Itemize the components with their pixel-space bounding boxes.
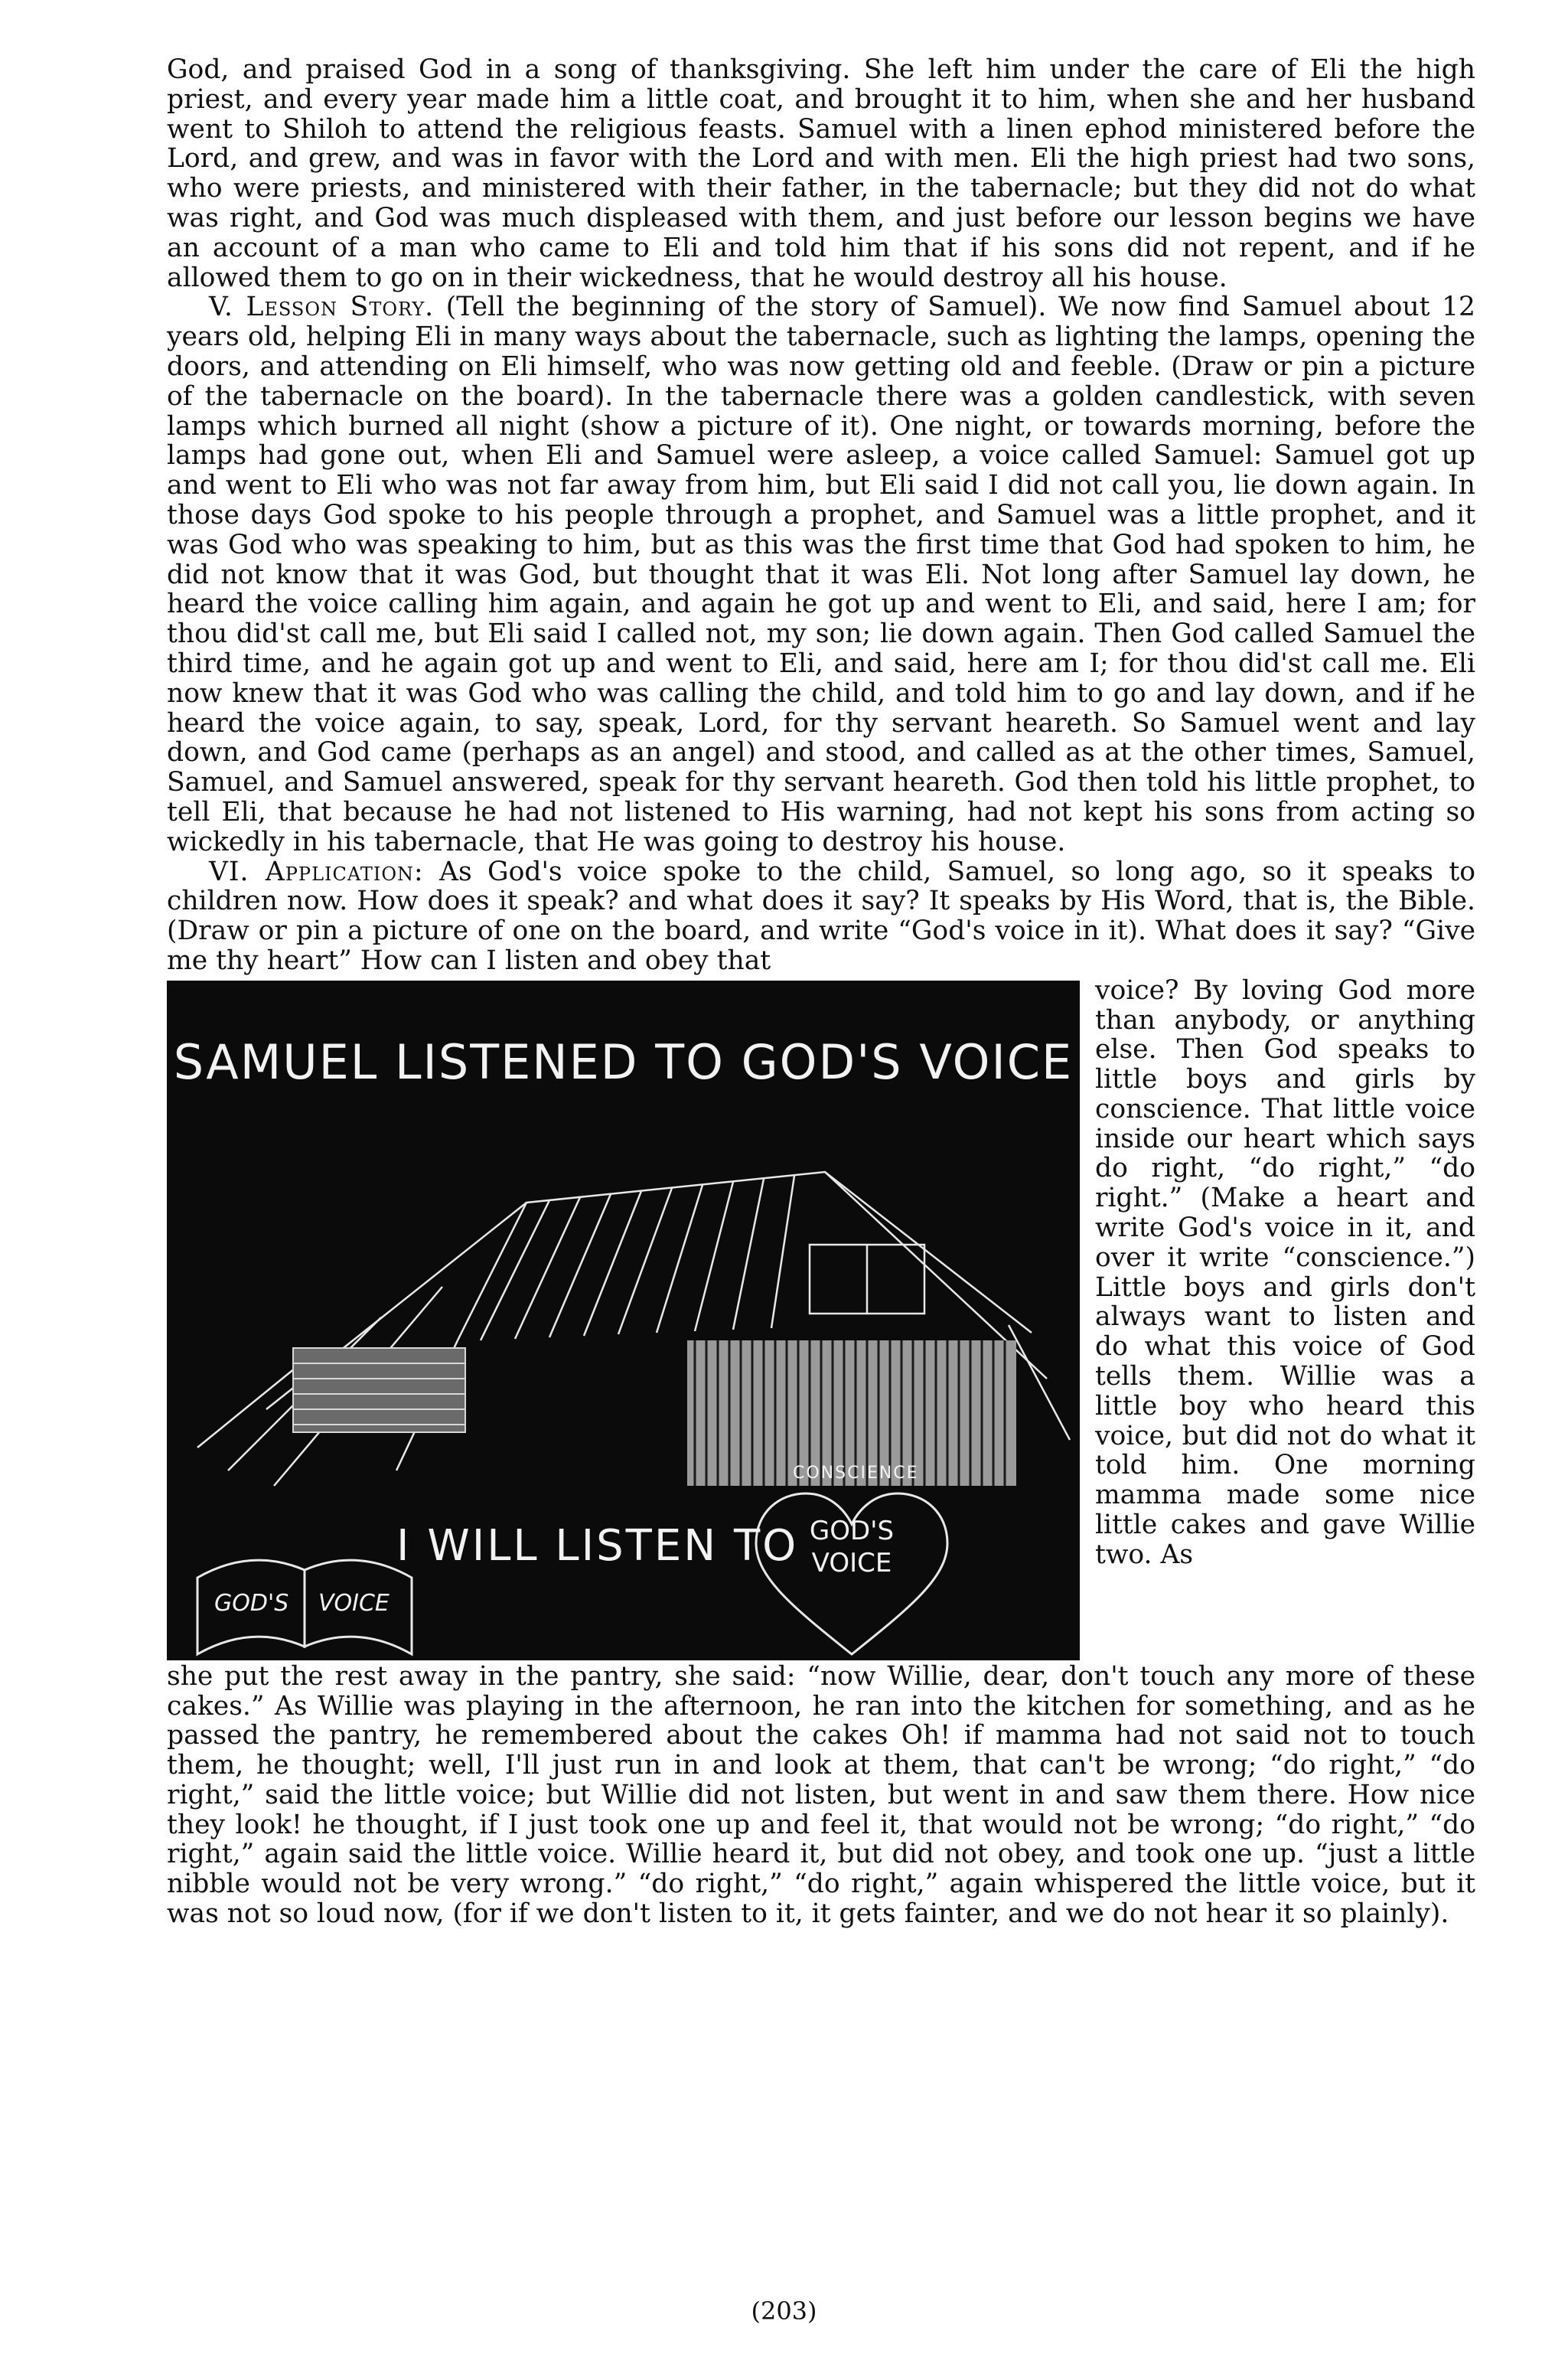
heart-label-line1: GOD'S	[809, 1515, 895, 1546]
lesson-story-heading: V. Lesson Story.	[209, 292, 435, 323]
book-label-left: GOD'S	[214, 1589, 289, 1617]
application-text: As God's voice spoke to the child, Samuel, so long ago, so it speaks to children now. How does it speak? and what does it say? It speaks by His Word, that is, the Bible. (Draw or pin a picture of one on the board, and write “God's voice in it). What does it say? “Give me thy heart” How can I listen and obey that	[167, 856, 1476, 976]
intro-paragraph: God, and praised God in a song of thanksgiving. She left him under the care of Eli the high priest, and every year made him a little coat, and brought it to him, when she and her husband went to Shiloh to attend the religious feasts. Samuel with a linen ephod ministered before the Lord, and grew, and was in favor with the Lord and with men. Eli the high priest had two sons, who were priests, and ministered with their father, in the tabernacle; but they did not do what was right, and God was much displeased with them, and just before our lesson begins we have an account of a man who came to Eli and told him that if his sons did not repent, and if he allowed them to go on in their wickedness, that he would destroy all his house.	[167, 54, 1475, 293]
side-paragraph: voice? By loving God more than anybody, or anything else. Then God speaks to little boys and girls by conscience. That little voice inside our heart which says do right, “do right,” “do right.” (Make a heart and write God's voice in it, and over it write “conscience.”) Little boys and girls don't always want to listen and do what this voice of God tells them. Willie was a little boy who heard this voice, but did not do what it told him. One morning mamma made some nice little cakes and gave Willie two. As	[1095, 974, 1475, 1570]
samuel-illustration	[167, 981, 1080, 1660]
heart-arc-label: CONSCIENCE	[793, 1463, 919, 1483]
illustration-caption: I WILL LISTEN TO	[396, 1520, 799, 1571]
illustration-title: SAMUEL LISTENED TO GOD'S VOICE	[173, 1033, 1074, 1090]
lesson-story-text: (Tell the beginning of the story of Samuel). We now find Samuel about 12 years old, helping Eli in many ways about the tabernacle, such as lighting the lamps, opening the doors, and attending on Eli himself, who was now getting old and feeble. (Draw or pin a picture of the tabernacle on the board). In the tabernacle there was a golden candlestick, with seven lamps which burned all night (show a picture of it). One night, or towards morning, before the lamps had gone out, when Eli and Samuel were asleep, a voice called Samuel: Samuel got up and went to Eli who was not far away from him, but Eli said I did not call you, lie down again. In those days God spoke to his people through a prophet, and Samuel was a little prophet, and it was God who was speaking to him, but as this was the first time that God had spoken to him, he did not know that it was God, but thought that it was Eli. Not long after Samuel lay down, he heard the voice calling him again, and again he got up and went to Eli, and said, here I am; for thou did'st call me, but Eli said I called not, my son; lie down again. Then God called Samuel the third time, and he again got up and went to Eli, and said, here am I; for thou did'st call me. Eli now knew that it was God who was calling the child, and told him to go and lay down, and if he heard the voice again, to say, speak, Lord, for thy servant heareth. So Samuel went and lay down, and God came (perhaps as an angel) and stood, and called as at the other times, Samuel, Samuel, and Samuel answered, speak for thy servant heareth. God then told his little prophet, to tell Eli, that because he had not listened to His warning, had not kept his sons from acting so wickedly in his tabernacle, that He was going to destroy his house.	[167, 292, 1475, 857]
heart-label-line2: VOICE	[811, 1547, 892, 1578]
lesson-story-paragraph	[167, 292, 1475, 857]
closing-paragraph: she put the rest away in the pantry, she said: “now Willie, dear, don't touch any more of these cakes.” As Willie was playing in the afternoon, he ran into the kitchen for something, and as he passed the pantry, he remembered about the cakes Oh! if mamma had not said not to touch them, he thought; well, I'll just run in and look at them, that can't be wrong; “do right,” “do right,” said the little voice; but Willie did not listen, but went in and saw them there. How nice they look! he thought, if I just took one up and feel it, that would not be wrong; “do right,” “do right,” again said the little voice. Willie heard it, but did not obey, and took one up. “just a little nibble would not be very wrong.” “do right,” “do right,” again whispered the little voice, but it was not so loud now, (for if we don't listen to it, it gets fainter, and we do not hear it so plainly).	[167, 1660, 1475, 1930]
application-heading: VI. Application:	[209, 856, 424, 887]
illustration-wrap	[167, 976, 1475, 1662]
side-text-block	[1095, 976, 1475, 1570]
page-number: (203)	[751, 2296, 817, 2326]
application-paragraph	[167, 857, 1475, 976]
text-column	[167, 55, 1475, 1929]
book-label-right: VOICE	[318, 1589, 390, 1617]
